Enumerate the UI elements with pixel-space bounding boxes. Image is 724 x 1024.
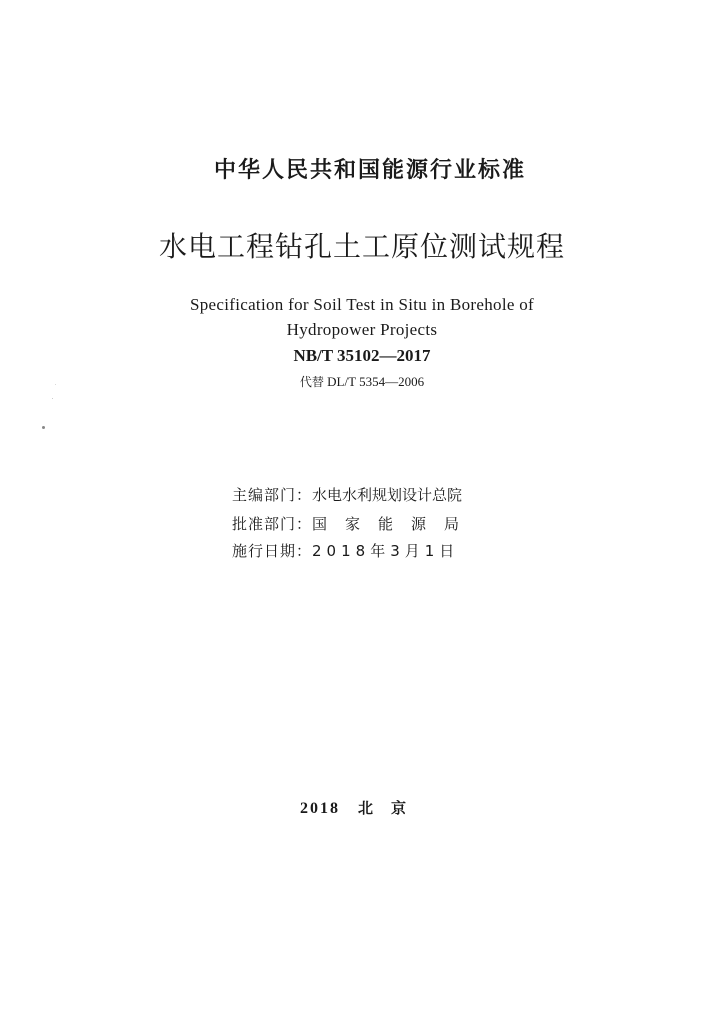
title-english-line-2: Hydropower Projects xyxy=(286,320,438,339)
replaces-number: DL/T 5354—2006 xyxy=(327,374,425,389)
editor-row xyxy=(232,484,462,505)
scan-speck xyxy=(52,398,53,399)
approver-label: 批准部门： xyxy=(232,515,313,533)
title-english-line-1: Specification for Soil Test in Situ in Borehole of xyxy=(189,295,534,314)
replaces-line xyxy=(0,373,724,390)
effective-date-row xyxy=(232,540,459,561)
imprint xyxy=(0,797,724,818)
editor-label: 主编部门： xyxy=(232,486,313,504)
imprint-year: 2018 xyxy=(299,800,340,817)
industry-standard-heading: 中华人民共和国能源行业标准 xyxy=(213,158,526,183)
standard-number: NB/T 35102—2017 xyxy=(293,346,431,365)
approver-row xyxy=(232,513,477,534)
effective-date-value: 2018年3月1日 xyxy=(312,542,460,560)
imprint-city: 北京 xyxy=(357,799,424,817)
scan-speck xyxy=(42,426,45,429)
replaces-prefix: 代替 xyxy=(299,375,324,389)
scan-speck xyxy=(55,384,56,385)
title-chinese: 水电工程钻孔土工原位测试规程 xyxy=(158,230,565,263)
editor-value: 水电水利规划设计总院 xyxy=(312,486,463,504)
effective-date-label: 施行日期： xyxy=(232,542,313,560)
approver-value: 国家能源局 xyxy=(312,515,478,533)
